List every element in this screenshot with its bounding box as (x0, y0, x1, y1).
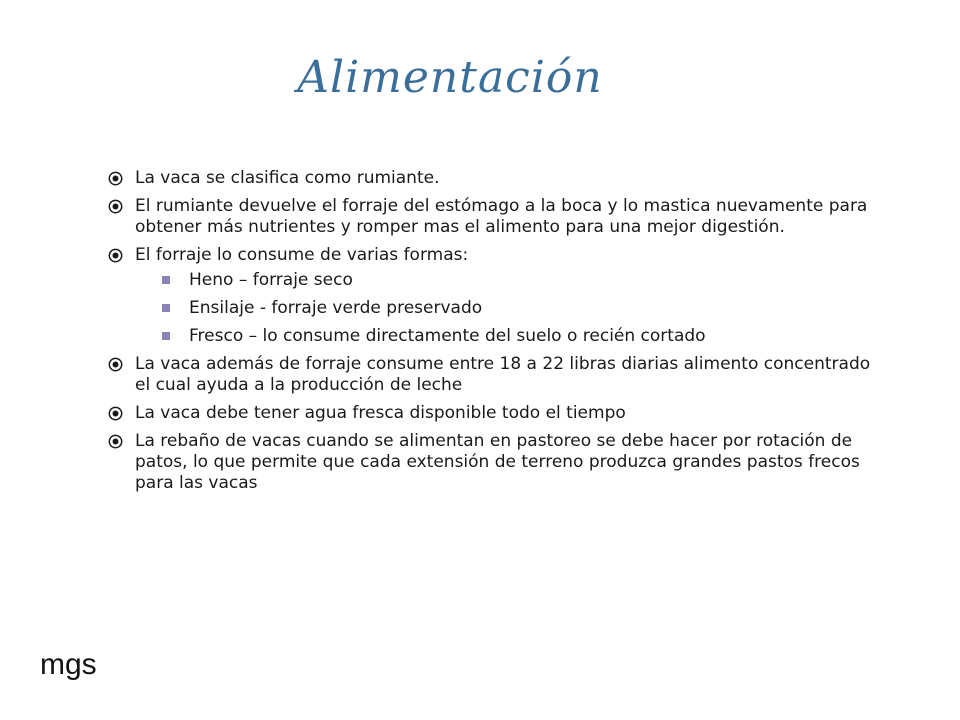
sub-list-item (160, 270, 878, 291)
list-item-text: La vaca se clasifica como rumiante. (135, 168, 440, 188)
square-bullet-icon (162, 332, 170, 340)
sub-list-item-text: Ensilaje - forraje verde preservado (189, 298, 483, 318)
circled-dot-icon (108, 406, 123, 421)
circled-dot-icon (108, 199, 123, 214)
circled-dot-icon (108, 171, 123, 186)
list-item (108, 431, 878, 494)
circled-dot-icon (108, 357, 123, 372)
square-bullet-icon (162, 304, 170, 312)
sub-list-item (160, 298, 878, 319)
sub-list-item-text: Fresco – lo consume directamente del suelo o recién cortado (189, 326, 706, 346)
list-item (108, 168, 878, 189)
sub-list-item (160, 326, 878, 347)
sub-bullet-list (135, 270, 878, 347)
slide-title: Alimentación (297, 52, 603, 103)
slide-content (108, 168, 878, 501)
sub-list-item-text: Heno – forraje seco (189, 270, 353, 290)
bullet-list (108, 168, 878, 494)
list-item (108, 196, 878, 238)
list-item (108, 245, 878, 347)
list-item (108, 354, 878, 396)
list-item-text: La rebaño de vacas cuando se alimentan en pastoreo se debe hacer por rotación de patos, lo que permite que cada extensión de terreno produzca grandes pastos frecos para las vacas (135, 431, 860, 493)
list-item-text: La vaca debe tener agua fresca disponible todo el tiempo (135, 403, 626, 423)
list-item-text: El rumiante devuelve el forraje del estómago a la boca y lo mastica nuevamente para obtener más nutrientes y romper mas el alimento para una mejor digestión. (135, 196, 868, 237)
list-item (108, 403, 878, 424)
square-bullet-icon (162, 276, 170, 284)
list-item-text: El forraje lo consume de varias formas: (135, 245, 469, 265)
footer-label: mgs (40, 648, 97, 681)
circled-dot-icon (108, 248, 123, 263)
list-item-text: La vaca además de forraje consume entre 18 a 22 libras diarias alimento concentrado el cual ayuda a la producción de leche (135, 354, 871, 395)
circled-dot-icon (108, 434, 123, 449)
